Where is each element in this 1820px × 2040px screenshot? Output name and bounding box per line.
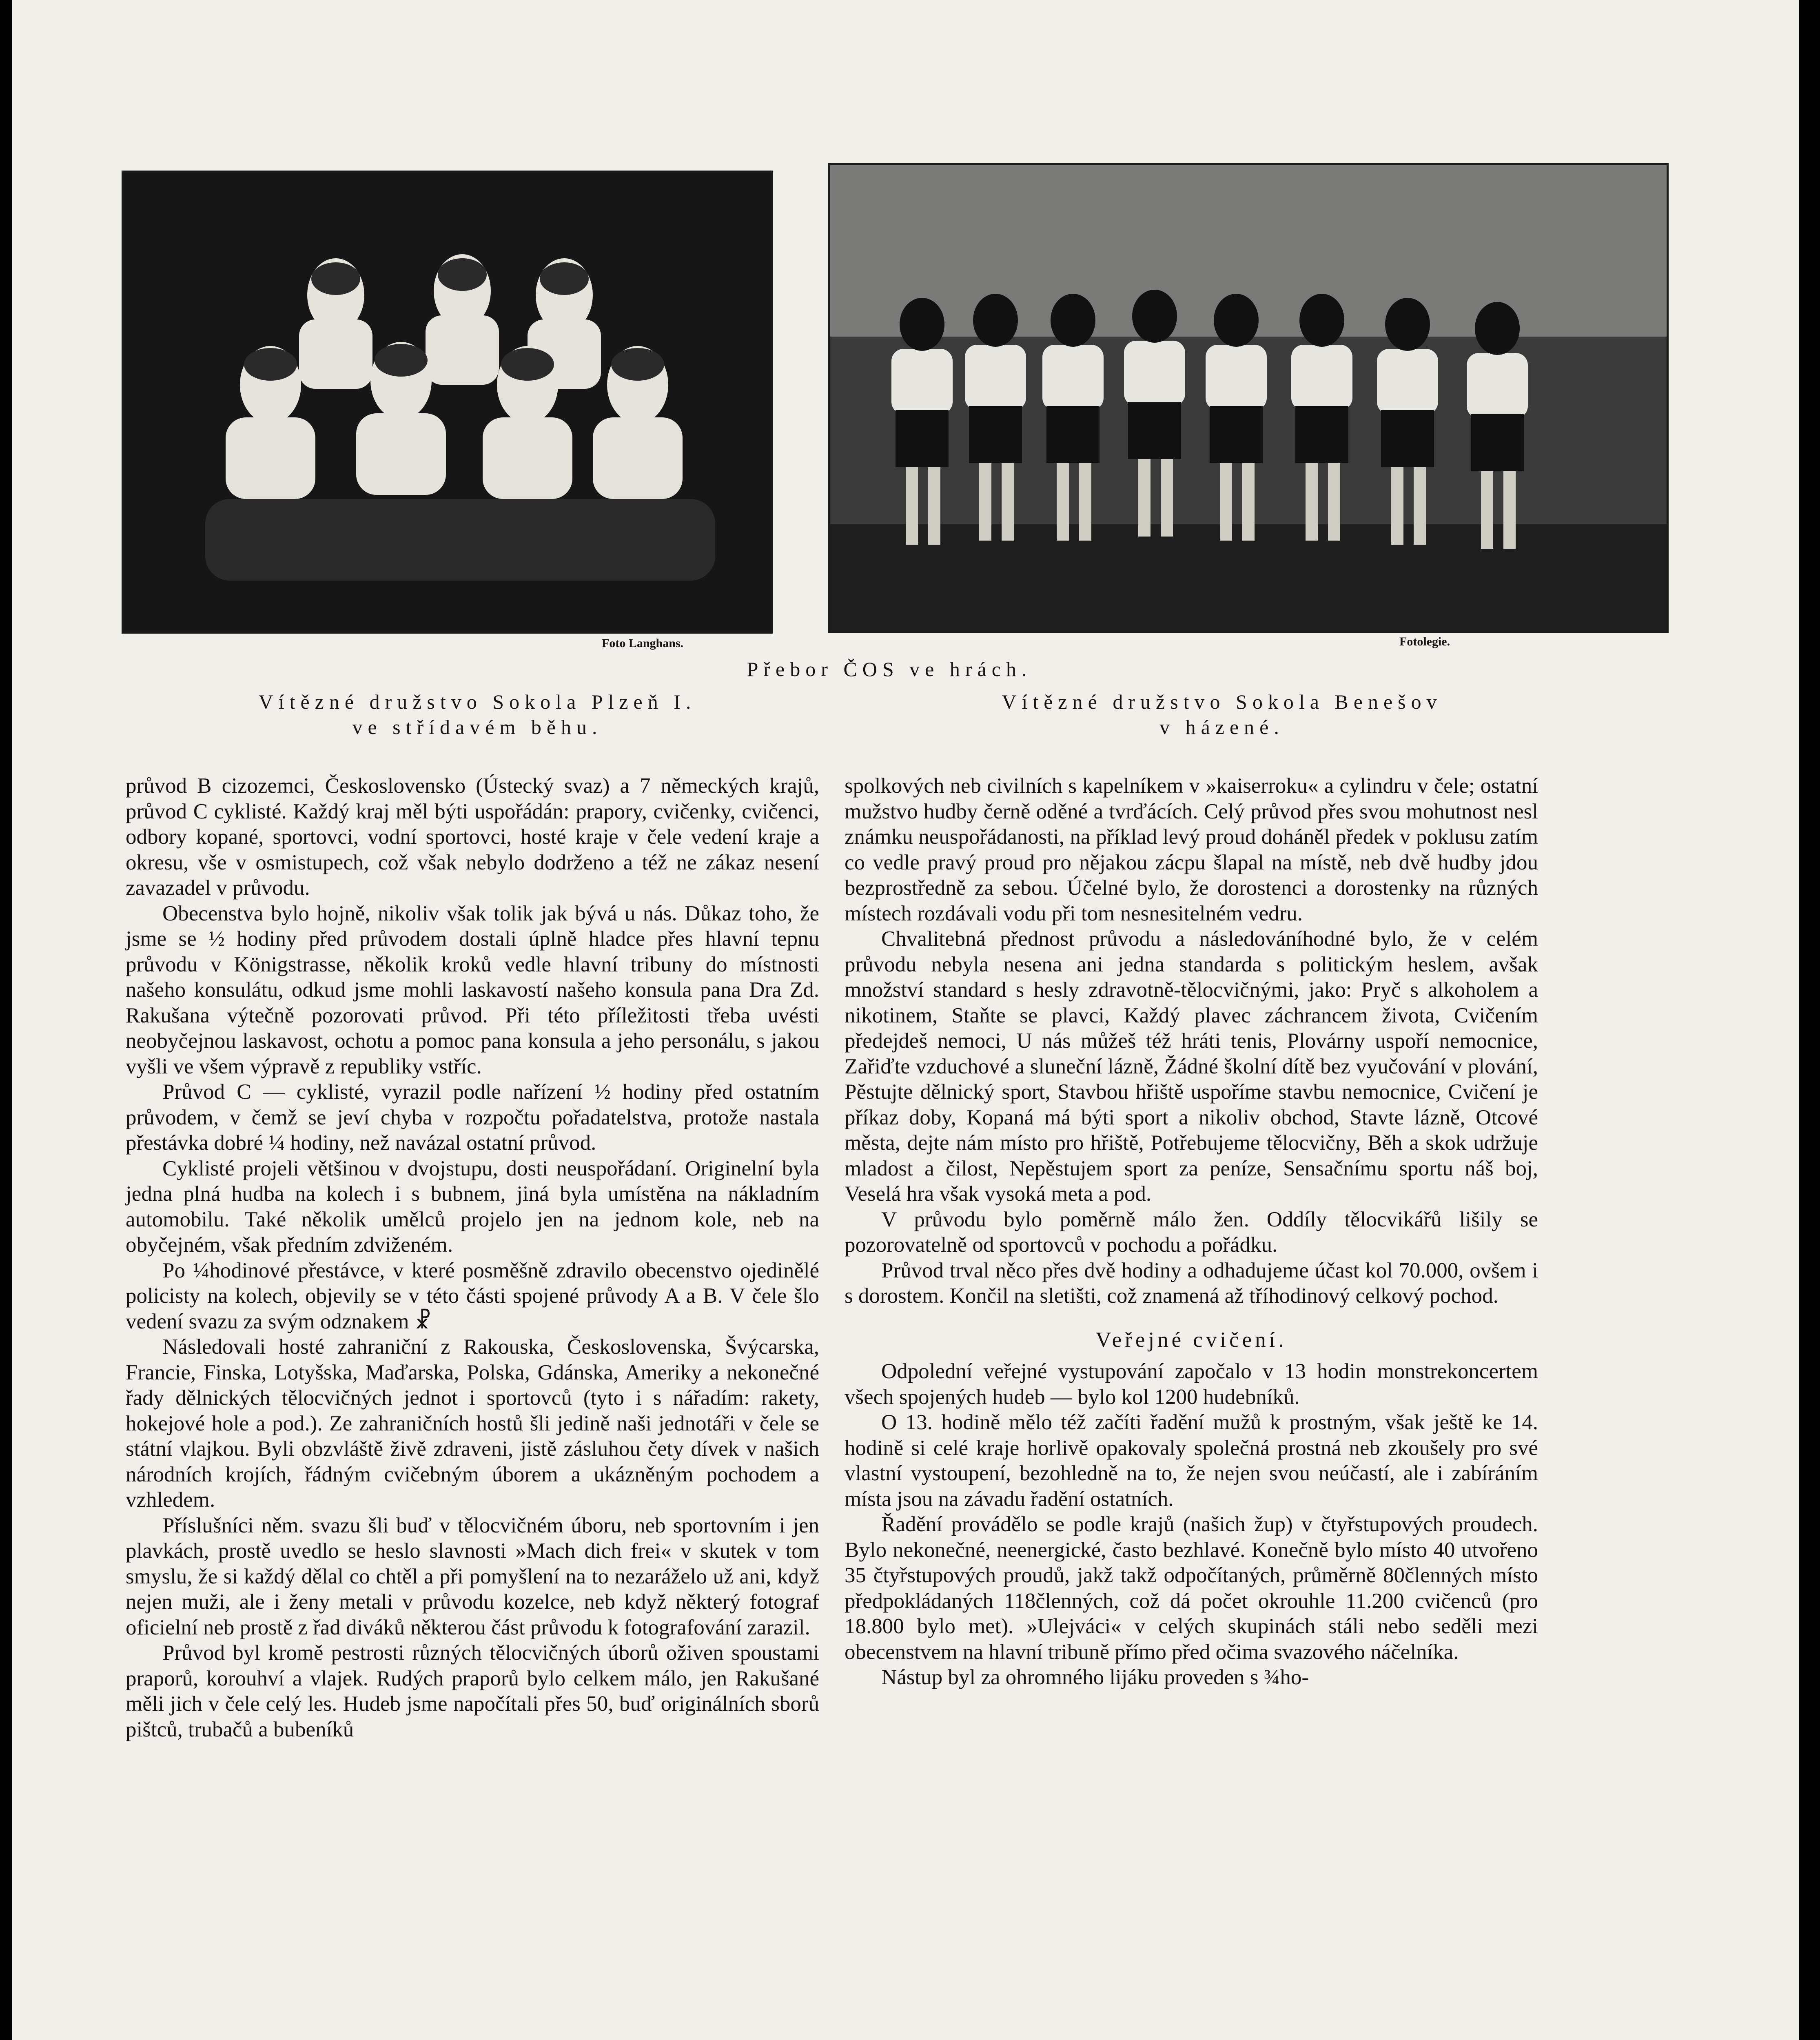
page-sheet <box>12 0 1799 2040</box>
photo-team-benesov-image <box>830 165 1667 631</box>
left-column <box>126 773 819 1742</box>
section-heading: Veřejné cvičení. <box>1095 1328 1287 1352</box>
paragraph: Následovali hosté zahraniční z Rakouska, Československa, Švýcarska, Francie, Finska, Lotyšska, Maďarska, Polska, Gdánska, Ameriky a nekonečné řady dělnických tělocvičných jednot i sportovců (tyto i s nářadím: rakety, hokejové hole a pod.). Ze zahraničních hostů šli jedině naši jednotáři v čele se státní vlajkou. Byli obzvláště živě zdraveni, jistě zásluhou čety dívek v našich národních krojích, řádným cvičebným úborem a ukázněným pochodem a vzhledem. <box>126 1335 819 1512</box>
paragraph: Cyklisté projeli většinou v dvojstupu, dosti neuspořádaní. Originelní byla jedna plná hudba na kolech i s bubnem, jiná byla umístěna na nákladním automobilu. Také několik umělců projelo jen na jednom kole, neb na obyčejném, však předním zdviženém. <box>126 1156 819 1257</box>
paragraph: průvod B cizozemci, Československo (Ústecký svaz) a 7 německých krajů, průvod C cyklisté. Každý kraj měl býti uspořádán: prapory, cvičenky, cvičenci, odbory kopané, sportovci, vodní sportovci, hosté kraje v čele vedení kraje a okresu, vše v osmistupech, což však nebylo dodrženo a též ne zákaz nesení zavazadel v průvodu. <box>126 774 819 900</box>
paragraph: Průvod byl kromě pestrosti různých tělocvičných úborů oživen spoustami praporů, korouhví a vlajek. Rudých praporů bylo celkem málo, jen Rakušané měli jich v čele celý les. Hudeb jsme napočítali přes 50, buď originálních sborů pištců, trubačů a bubeníků <box>126 1641 819 1741</box>
photo-team-benesov <box>828 163 1669 633</box>
caption-right-2: v házené. <box>1159 716 1284 738</box>
paragraph: Nástup byl za ohromného lijáku proveden s ¾ho- <box>881 1665 1309 1689</box>
caption-right-1: Vítězné družstvo Sokola Benešov <box>1002 690 1442 713</box>
paragraph: Po ¼hodinové přestávce, v které posměšně zdravilo obecenstvo ojedinělé policisty na kolech, objevily se v této části spojené průvody A a B. V čele šlo vedení svazu za svým odznakem ☧ <box>126 1258 819 1333</box>
paragraph: Průvod trval něco přes dvě hodiny a odhadujeme účast kol 70.000, ovšem i s dorostem. Končil na sletišti, což znamená až tříhodinový celkový pochod. <box>845 1258 1538 1308</box>
caption-left-1: Vítězné družstvo Sokola Plzeň I. <box>258 690 696 713</box>
paragraph: V průvodu bylo poměrně málo žen. Oddíly tělocvikářů lišily se pozorovatelně od sportovců v pochodu a pořádku. <box>845 1207 1538 1257</box>
paragraph: O 13. hodině mělo též začíti řadění mužů k prostným, však ještě ke 14. hodině si celé kraje horlivě opakovaly společná prostná neb zkoušely pro své vlastní vystoupení, bezohledně na to, že nejen svou neúčastí, ale i zabíráním místa jsou na závadu řadění ostatních. <box>845 1410 1538 1511</box>
paragraph: Příslušníci něm. svazu šli buď v tělocvičném úboru, neb sportovním i jen plavkách, prostě uvedlo se heslo slavnosti »Mach dich frei« v skutek v tom smyslu, že si každý dělal co chtěl a při pomyšlení na to nezaráželo už ani, když nejen muži, ale i ženy metali v průvodu kozelce, neb když některý fotograf oficielní neb prostě z řad diváků některou část průvodu k fotografování zarazil. <box>126 1513 819 1639</box>
photo-team-plzen <box>122 171 773 634</box>
photo-credit-left: Foto Langhans. <box>602 636 684 650</box>
paragraph: spolkových neb civilních s kapelníkem v »kaiserroku« a cylindru v čele; ostatní mužstvo hudby černě oděné a tvrďácích. Celý průvod přes svou mohutnost nesl známku neuspořádanosti, na příklad levý proud doháněl předek v poklusu zatím co vedle pravý proud pro nějakou zácpu šlapal na místě, neb dvě hudby jdou bezprostředně za sebou. Účelné bylo, že dorostenci a dorostenky na různých místech rozdávali vodu při tom nesnesitelném vedru. <box>845 774 1538 925</box>
right-column <box>845 773 1538 1690</box>
paragraph: Chvalitebná přednost průvodu a následováníhodné bylo, že v celém průvodu nebyla nesena ani jedna standarda s politickým heslem, avšak množství standard s hesly zdravotně-tělocvičnými, jako: Pryč s alkoholem a nikotinem, Staňte se plavci, Každý plavec záchrancem života, Cvičením předejdeš nemoci, U nás můžeš též hráti tenis, Plovárny uspoří nemocnice, Zařiďte vzduchové a sluneční lázně, Žádné školní dítě bez vyučování v plování, Pěstujte dělnický sport, Stavbou hřiště uspoříme stavbu nemocnice, Cvičení je příkaz doby, Kopaná má býti sport a nikoliv obchod, Stavte lázně, Otcové města, dejte nám místo pro hřiště, Potřebujeme tělocvičny, Běh a skok udržuje mladost a čilost, Nepěstujem sport za peníze, Sensačnímu sportu náš boj, Veselá hra však vysoká meta a pod. <box>845 927 1538 1206</box>
photo-team-plzen-image <box>124 173 771 632</box>
paragraph: Obecenstva bylo hojně, nikoliv však tolik jak bývá u nás. Důkaz toho, že jsme se ½ hodiny před průvodem dostali úplně hladce přes hlavní tepnu průvodu v Königstrasse, několik kroků vedle hlavní tribuny do místnosti našeho konsulátu, odkud jsme mohli laskavostí našeho konsula pana Dra Zd. Rakušana výtečně pozorovati průvod. Při této příležitosti třeba uvésti neobyčejnou laskavost, ochotu a pomoc pana konsula a jeho personálu, s jakou vyšli ve všem výpravě z republiky vstříc. <box>126 901 819 1078</box>
photo-credit-right: Fotolegie. <box>1399 635 1450 648</box>
paragraph: Řadění provádělo se podle krajů (našich žup) v čtyřstupových proudech. Bylo nekonečné, neenergické, často bezhlavé. Konečně bylo místo 40 utvořeno 35 čtyřstupových proudů, jakž takž odpočítaných, průměrně 80členných místo předpokládaných 118členných, což dá počet okrouhle 11.200 cvičenců (pro 18.800 bylo met). »Ulejváci« v celých skupinách stáli nebo seděli mezi obecenstvem na hlavní tribuně přímo před očima svazového náčelníka. <box>845 1512 1538 1664</box>
caption-main: Přebor ČOS ve hrách. <box>747 658 1032 681</box>
paragraph: Odpolední veřejné vystupování započalo v 13 hodin monstrekoncertem všech spojených hudeb — bylo kol 1200 hudebníků. <box>845 1359 1538 1409</box>
caption-left-2: ve střídavém běhu. <box>352 716 603 738</box>
paragraph: Průvod C — cyklisté, vyrazil podle nařízení ½ hodiny před ostatním průvodem, v čemž se jeví chyba v rozpočtu pořadatelstva, protože nastala přestávka dobré ¼ hodiny, než navázal ostatní průvod. <box>126 1080 819 1155</box>
